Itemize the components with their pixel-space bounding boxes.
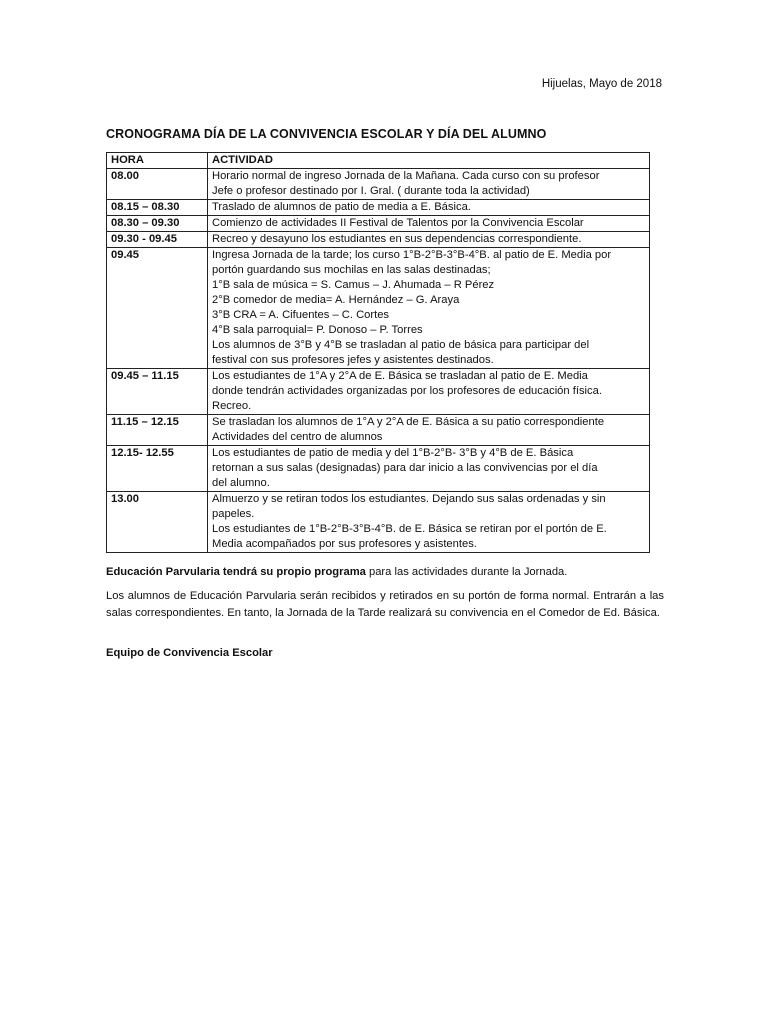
table-row bbox=[107, 169, 650, 200]
actividad-line: papeles. bbox=[212, 508, 255, 520]
actividad-line: Traslado de alumnos de patio de media a E. Básica. bbox=[212, 201, 471, 213]
actividad-line: Los estudiantes de 1°B-2°B-3°B-4°B. de E. Básica se retiran por el portón de E. bbox=[212, 523, 607, 535]
schedule-table bbox=[106, 152, 650, 553]
actividad-line: Recreo y desayuno los estudiantes en sus dependencias correspondiente. bbox=[212, 233, 582, 245]
actividad-line: Recreo. bbox=[212, 400, 252, 412]
actividad-line: Los estudiantes de patio de media y del 1°B-2°B- 3°B y 4°B de E. Básica bbox=[212, 447, 574, 459]
column-header-actividad: ACTIVIDAD bbox=[208, 153, 650, 169]
actividad-cell bbox=[208, 369, 650, 415]
actividad-line: Media acompañados por sus profesores y asistentes. bbox=[212, 538, 477, 550]
actividad-cell bbox=[208, 169, 650, 200]
actividad-line: del alumno. bbox=[212, 477, 270, 489]
table-row bbox=[107, 369, 650, 415]
table-header-row bbox=[107, 153, 650, 169]
parvularia-note bbox=[106, 564, 664, 581]
signature: Equipo de Convivencia Escolar bbox=[106, 647, 273, 659]
actividad-line: Horario normal de ingreso Jornada de la Mañana. Cada curso con su profesor bbox=[212, 170, 600, 182]
actividad-cell bbox=[208, 216, 650, 232]
table-row bbox=[107, 232, 650, 248]
parvularia-note-rest: para las actividades durante la Jornada. bbox=[365, 566, 568, 578]
actividad-line: Los alumnos de 3°B y 4°B se trasladan al patio de básica para participar del bbox=[212, 339, 590, 351]
table-row bbox=[107, 415, 650, 446]
parvularia-paragraph: Los alumnos de Educación Parvularia serán recibidos y retirados en su portón de forma normal. Entrarán a las salas correspondientes. En tanto, la Jornada de la Tarde realizará su convivencia en el Comedor de Ed. Básica. bbox=[106, 590, 664, 619]
actividad-line: festival con sus profesores jefes y asistentes destinados. bbox=[212, 354, 494, 366]
actividad-cell bbox=[208, 415, 650, 446]
hora-cell: 13.00 bbox=[107, 492, 208, 553]
actividad-line: Ingresa Jornada de la tarde; los curso 1°B-2°B-3°B-4°B. al patio de E. Media por bbox=[212, 249, 612, 261]
actividad-cell bbox=[208, 492, 650, 553]
table-row bbox=[107, 216, 650, 232]
actividad-line: Se trasladan los alumnos de 1°A y 2°A de E. Básica a su patio correspondiente bbox=[212, 416, 605, 428]
actividad-line: Los estudiantes de 1°A y 2°A de E. Básica se trasladan al patio de E. Media bbox=[212, 370, 588, 382]
actividad-line: Jefe o profesor destinado por I. Gral. ( durante toda la actividad) bbox=[212, 185, 530, 197]
parvularia-note-bold: Educación Parvularia tendrá su propio programa bbox=[106, 566, 366, 578]
hora-cell: 12.15- 12.55 bbox=[107, 446, 208, 492]
hora-cell: 08.15 – 08.30 bbox=[107, 200, 208, 216]
actividad-cell bbox=[208, 446, 650, 492]
actividad-line: 3°B CRA = A. Cifuentes – C. Cortes bbox=[212, 309, 390, 321]
document-date: Hijuelas, Mayo de 2018 bbox=[541, 78, 662, 90]
actividad-line: portón guardando sus mochilas en las salas destinadas; bbox=[212, 264, 491, 276]
actividad-cell bbox=[208, 232, 650, 248]
actividad-line: retornan a sus salas (designadas) para dar inicio a las convivencias por el día bbox=[212, 462, 598, 474]
table-row bbox=[107, 248, 650, 369]
actividad-line: 1°B sala de música = S. Camus – J. Ahumada – R Pérez bbox=[212, 279, 495, 291]
hora-cell: 09.45 – 11.15 bbox=[107, 369, 208, 415]
actividad-line: donde tendrán actividades organizadas por los profesores de educación física. bbox=[212, 385, 602, 397]
actividad-line: 2°B comedor de media= A. Hernández – G. Araya bbox=[212, 294, 460, 306]
hora-cell: 08.30 – 09.30 bbox=[107, 216, 208, 232]
actividad-cell bbox=[208, 248, 650, 369]
document-title: CRONOGRAMA DÍA DE LA CONVIVENCIA ESCOLAR Y DÍA DEL ALUMNO bbox=[106, 127, 547, 141]
column-header-hora: HORA bbox=[107, 153, 208, 169]
actividad-line: Actividades del centro de alumnos bbox=[212, 431, 383, 443]
hora-cell: 08.00 bbox=[107, 169, 208, 200]
table-row bbox=[107, 200, 650, 216]
hora-cell: 11.15 – 12.15 bbox=[107, 415, 208, 446]
actividad-cell bbox=[208, 200, 650, 216]
actividad-line: Comienzo de actividades II Festival de Talentos por la Convivencia Escolar bbox=[212, 217, 584, 229]
hora-cell: 09.45 bbox=[107, 248, 208, 369]
table-row bbox=[107, 446, 650, 492]
actividad-line: 4°B sala parroquial= P. Donoso – P. Torres bbox=[212, 324, 423, 336]
hora-cell: 09.30 - 09.45 bbox=[107, 232, 208, 248]
actividad-line: Almuerzo y se retiran todos los estudiantes. Dejando sus salas ordenadas y sin bbox=[212, 493, 606, 505]
table-row bbox=[107, 492, 650, 553]
